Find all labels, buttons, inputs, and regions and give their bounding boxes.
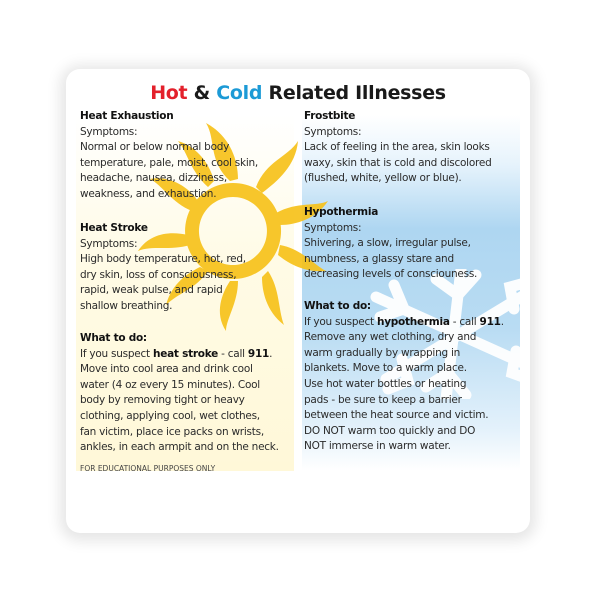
call-text: If you suspect (304, 315, 377, 328)
symptoms-label: Symptoms: (304, 125, 362, 138)
instruction-line: Remove any wet clothing, dry and (304, 331, 477, 344)
symptom-line: headache, nausea, dizziness, (80, 172, 227, 185)
frostbite-section (304, 109, 491, 187)
call-text: - call (449, 315, 480, 328)
cold-what-to-do-section (304, 299, 504, 455)
symptoms-label: Symptoms: (304, 221, 362, 234)
heat-what-to-do-section (80, 331, 279, 456)
symptom-line: Lack of feeling in the area, skin looks (304, 141, 490, 154)
heat-exhaustion-heading: Heat Exhaustion (80, 110, 174, 122)
instruction-line: between the heat source and victim. (304, 409, 489, 422)
hypothermia-heading: Hypothermia (304, 206, 379, 218)
emergency-number: 911 (247, 347, 270, 360)
symptom-line: waxy, skin that is cold and discolored (304, 156, 492, 169)
illness-card (66, 69, 530, 533)
call-911-line (80, 347, 279, 363)
symptom-line: Normal or below normal body (80, 141, 230, 154)
symptom-line: dry skin, loss of consciousness, (80, 268, 237, 281)
instruction-line: Use hot water bottles or heating (304, 377, 467, 390)
symptom-line: temperature, pale, moist, cool skin, (80, 156, 258, 169)
call-text: . (500, 315, 504, 328)
heat-stroke-heading: Heat Stroke (80, 222, 148, 234)
symptom-line: (flushed, white, yellow or blue). (304, 172, 462, 185)
instruction-line: Move into cool area and drink cool (80, 363, 253, 376)
symptoms-label: Symptoms: (80, 125, 138, 138)
symptom-line: rapid, weak pulse, and rapid (80, 284, 223, 297)
title-hot: Hot (150, 82, 188, 104)
emergency-number: 911 (479, 315, 501, 328)
hypothermia-section (304, 205, 477, 283)
instruction-line: fan victim, place ice packs on wrists, (80, 425, 264, 438)
symptoms-label: Symptoms: (80, 237, 138, 250)
call-911-line (304, 315, 504, 331)
page-title (66, 82, 530, 104)
symptom-line: High body temperature, hot, red, (80, 253, 246, 266)
heat-exhaustion-section (80, 109, 258, 203)
call-text: - call (218, 347, 248, 360)
symptom-line: numbness, a glassy stare and (304, 252, 454, 265)
instruction-line: ankles, in each armpit and on the neck. (80, 441, 279, 454)
call-text: . (269, 347, 273, 360)
instruction-line: NOT immerse in warm water. (304, 440, 451, 453)
symptom-line: shallow breathing. (80, 299, 173, 312)
call-text: If you suspect (80, 347, 153, 360)
instruction-line: DO NOT warm too quickly and DO (304, 424, 476, 437)
symptom-line: Shivering, a slow, irregular pulse, (304, 237, 471, 250)
instruction-line: blankets. Move to a warm place. (304, 362, 467, 375)
instruction-line: water (4 oz every 15 minutes). Cool (80, 378, 260, 391)
title-cold: Cold (216, 82, 263, 104)
frostbite-heading: Frostbite (304, 110, 356, 122)
condition-emphasis: heat stroke (152, 347, 219, 360)
instruction-line: warm gradually by wrapping in (304, 346, 461, 359)
instruction-line: pads - be sure to keep a barrier (304, 393, 462, 406)
symptom-line: weakness, and exhaustion. (80, 187, 217, 200)
instruction-line: clothing, applying cool, wet clothes, (80, 409, 260, 422)
title-ampersand: & (193, 82, 210, 104)
symptom-line: decreasing levels of consciouness. (304, 268, 478, 281)
condition-emphasis: hypothermia (376, 315, 450, 328)
instruction-line: body by removing tight or heavy (80, 394, 245, 407)
educational-disclaimer: FOR EDUCATIONAL PURPOSES ONLY (80, 464, 216, 473)
title-rest: Related Illnesses (268, 82, 446, 104)
heat-stroke-section (80, 221, 246, 315)
heat-what-to-do-heading: What to do: (80, 332, 147, 344)
cold-what-to-do-heading: What to do: (304, 300, 371, 312)
